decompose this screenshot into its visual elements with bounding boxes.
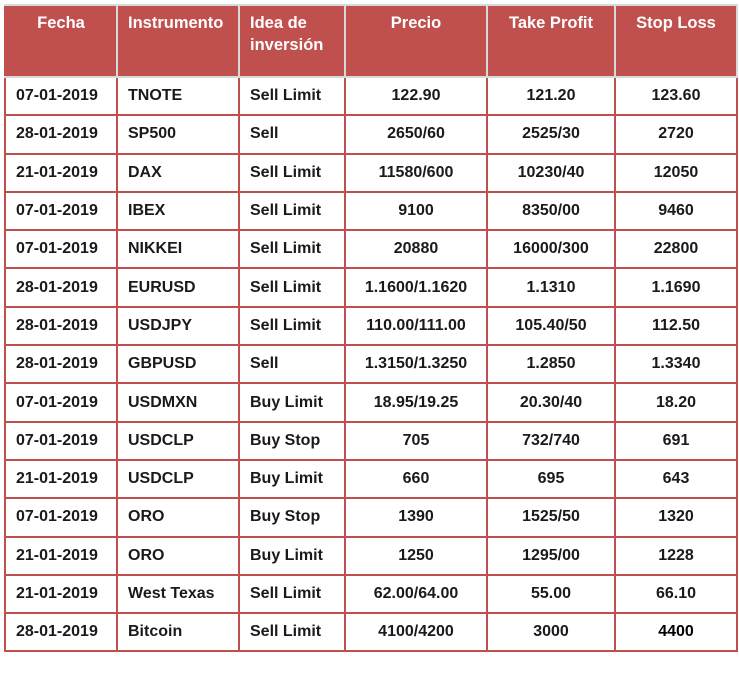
cell-fecha: 28-01-2019 bbox=[5, 613, 117, 651]
cell-precio: 4100/4200 bbox=[345, 613, 487, 651]
cell-fecha: 07-01-2019 bbox=[5, 422, 117, 460]
cell-fecha: 21-01-2019 bbox=[5, 460, 117, 498]
table-row bbox=[5, 345, 737, 383]
cell-take-profit: 2525/30 bbox=[487, 115, 615, 153]
cell-stop-loss: 123.60 bbox=[615, 77, 737, 115]
table-row bbox=[5, 268, 737, 306]
table-row bbox=[5, 537, 737, 575]
cell-stop-loss: 643 bbox=[615, 460, 737, 498]
cell-take-profit: 1.2850 bbox=[487, 345, 615, 383]
cell-precio: 11580/600 bbox=[345, 154, 487, 192]
table-row bbox=[5, 192, 737, 230]
cell-instrumento: USDMXN bbox=[117, 383, 239, 421]
cell-fecha: 21-01-2019 bbox=[5, 537, 117, 575]
cell-stop-loss: 9460 bbox=[615, 192, 737, 230]
cell-stop-loss: 4400 bbox=[615, 613, 737, 651]
header-fecha: Fecha bbox=[5, 5, 117, 77]
cell-precio: 660 bbox=[345, 460, 487, 498]
cell-instrumento: USDJPY bbox=[117, 307, 239, 345]
table-row bbox=[5, 575, 737, 613]
cell-instrumento: GBPUSD bbox=[117, 345, 239, 383]
cell-idea: Sell Limit bbox=[239, 268, 345, 306]
cell-idea: Sell bbox=[239, 115, 345, 153]
cell-take-profit: 1.1310 bbox=[487, 268, 615, 306]
header-idea: Idea de inversión bbox=[239, 5, 345, 77]
header-precio: Precio bbox=[345, 5, 487, 77]
cell-fecha: 21-01-2019 bbox=[5, 575, 117, 613]
cell-stop-loss: 1320 bbox=[615, 498, 737, 536]
cell-instrumento: NIKKEI bbox=[117, 230, 239, 268]
trade-ideas-table bbox=[4, 4, 738, 652]
cell-instrumento: SP500 bbox=[117, 115, 239, 153]
cell-fecha: 07-01-2019 bbox=[5, 192, 117, 230]
cell-take-profit: 121.20 bbox=[487, 77, 615, 115]
header-row bbox=[5, 5, 737, 77]
cell-instrumento: TNOTE bbox=[117, 77, 239, 115]
cell-take-profit: 8350/00 bbox=[487, 192, 615, 230]
header-instrumento: Instrumento bbox=[117, 5, 239, 77]
cell-take-profit: 3000 bbox=[487, 613, 615, 651]
table-row bbox=[5, 383, 737, 421]
cell-precio: 9100 bbox=[345, 192, 487, 230]
cell-idea: Sell Limit bbox=[239, 575, 345, 613]
cell-fecha: 07-01-2019 bbox=[5, 498, 117, 536]
cell-stop-loss: 691 bbox=[615, 422, 737, 460]
cell-fecha: 28-01-2019 bbox=[5, 345, 117, 383]
cell-stop-loss: 18.20 bbox=[615, 383, 737, 421]
table-row bbox=[5, 230, 737, 268]
cell-precio: 705 bbox=[345, 422, 487, 460]
cell-idea: Sell Limit bbox=[239, 230, 345, 268]
table-row bbox=[5, 307, 737, 345]
table-row bbox=[5, 460, 737, 498]
header-stop-loss: Stop Loss bbox=[615, 5, 737, 77]
cell-fecha: 28-01-2019 bbox=[5, 268, 117, 306]
cell-take-profit: 55.00 bbox=[487, 575, 615, 613]
cell-take-profit: 1525/50 bbox=[487, 498, 615, 536]
cell-take-profit: 20.30/40 bbox=[487, 383, 615, 421]
cell-fecha: 07-01-2019 bbox=[5, 230, 117, 268]
cell-idea: Buy Stop bbox=[239, 498, 345, 536]
table-row bbox=[5, 498, 737, 536]
cell-idea: Sell bbox=[239, 345, 345, 383]
cell-fecha: 28-01-2019 bbox=[5, 115, 117, 153]
cell-idea: Sell Limit bbox=[239, 154, 345, 192]
cell-fecha: 07-01-2019 bbox=[5, 383, 117, 421]
cell-stop-loss: 2720 bbox=[615, 115, 737, 153]
cell-idea: Sell Limit bbox=[239, 192, 345, 230]
cell-instrumento: ORO bbox=[117, 498, 239, 536]
cell-idea: Buy Limit bbox=[239, 460, 345, 498]
cell-fecha: 07-01-2019 bbox=[5, 77, 117, 115]
cell-instrumento: USDCLP bbox=[117, 422, 239, 460]
cell-stop-loss: 1.1690 bbox=[615, 268, 737, 306]
cell-take-profit: 732/740 bbox=[487, 422, 615, 460]
cell-instrumento: Bitcoin bbox=[117, 613, 239, 651]
cell-take-profit: 695 bbox=[487, 460, 615, 498]
cell-take-profit: 16000/300 bbox=[487, 230, 615, 268]
cell-take-profit: 10230/40 bbox=[487, 154, 615, 192]
cell-instrumento: IBEX bbox=[117, 192, 239, 230]
cell-stop-loss: 1.3340 bbox=[615, 345, 737, 383]
cell-stop-loss: 22800 bbox=[615, 230, 737, 268]
cell-instrumento: USDCLP bbox=[117, 460, 239, 498]
table-row bbox=[5, 77, 737, 115]
table-row bbox=[5, 613, 737, 651]
cell-fecha: 28-01-2019 bbox=[5, 307, 117, 345]
cell-precio: 1.1600/1.1620 bbox=[345, 268, 487, 306]
cell-precio: 122.90 bbox=[345, 77, 487, 115]
table-row bbox=[5, 154, 737, 192]
cell-instrumento: EURUSD bbox=[117, 268, 239, 306]
table-row bbox=[5, 115, 737, 153]
cell-instrumento: DAX bbox=[117, 154, 239, 192]
cell-fecha: 21-01-2019 bbox=[5, 154, 117, 192]
cell-take-profit: 105.40/50 bbox=[487, 307, 615, 345]
cell-precio: 1250 bbox=[345, 537, 487, 575]
cell-precio: 110.00/111.00 bbox=[345, 307, 487, 345]
cell-precio: 1390 bbox=[345, 498, 487, 536]
cell-idea: Buy Limit bbox=[239, 537, 345, 575]
cell-stop-loss: 12050 bbox=[615, 154, 737, 192]
cell-idea: Sell Limit bbox=[239, 307, 345, 345]
cell-take-profit: 1295/00 bbox=[487, 537, 615, 575]
cell-precio: 18.95/19.25 bbox=[345, 383, 487, 421]
cell-instrumento: West Texas bbox=[117, 575, 239, 613]
cell-idea: Buy Stop bbox=[239, 422, 345, 460]
cell-stop-loss: 112.50 bbox=[615, 307, 737, 345]
cell-idea: Sell Limit bbox=[239, 77, 345, 115]
cell-precio: 62.00/64.00 bbox=[345, 575, 487, 613]
cell-precio: 20880 bbox=[345, 230, 487, 268]
cell-precio: 1.3150/1.3250 bbox=[345, 345, 487, 383]
cell-idea: Buy Limit bbox=[239, 383, 345, 421]
table-row bbox=[5, 422, 737, 460]
cell-instrumento: ORO bbox=[117, 537, 239, 575]
cell-idea: Sell Limit bbox=[239, 613, 345, 651]
header-take-profit: Take Profit bbox=[487, 5, 615, 77]
cell-stop-loss: 1228 bbox=[615, 537, 737, 575]
cell-precio: 2650/60 bbox=[345, 115, 487, 153]
cell-stop-loss: 66.10 bbox=[615, 575, 737, 613]
